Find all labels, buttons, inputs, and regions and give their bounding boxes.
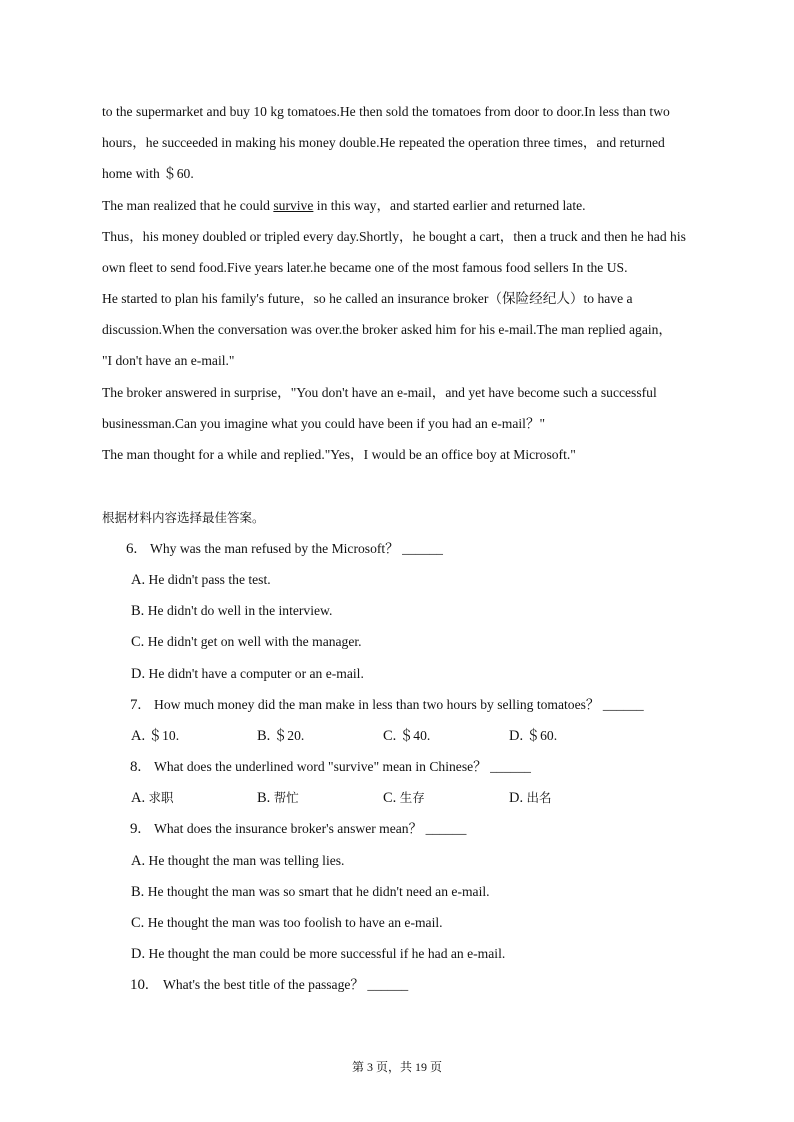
option-text: 生存 [399, 790, 425, 805]
question-number: 7. [130, 697, 142, 713]
option-text: ＄20. [273, 728, 305, 743]
q6-option-d[interactable] [131, 666, 364, 682]
question-number: 9. [130, 821, 142, 837]
instruction-text: 根据材料内容选择最佳答案。 [102, 510, 265, 525]
q9-option-b[interactable] [131, 884, 490, 900]
q9-option-c[interactable] [131, 915, 443, 931]
option-letter: B. [131, 603, 145, 619]
option-letter: B. [131, 884, 145, 900]
q8-option-b[interactable] [257, 790, 299, 806]
option-text: He didn't have a computer or an e-mail. [148, 666, 364, 681]
q6-option-c[interactable] [131, 634, 362, 650]
passage-line-7: He started to plan his family's future，so he called an insurance broker（保险经纪人）to have a [102, 291, 633, 306]
question-number: 8. [130, 759, 142, 775]
question-6 [126, 541, 443, 557]
q9-option-a[interactable] [131, 853, 344, 869]
q7-option-c[interactable] [383, 728, 430, 744]
option-letter: A. [131, 572, 146, 588]
option-letter: C. [383, 728, 397, 744]
q7-option-d[interactable] [509, 728, 557, 744]
option-letter: A. [131, 728, 146, 744]
option-text: 出名 [526, 790, 552, 805]
q7-option-a[interactable] [131, 728, 179, 744]
question-number: 10. [130, 977, 149, 993]
question-number: 6. [126, 541, 138, 557]
option-text: He thought the man could be more successful if he had an e-mail. [148, 946, 506, 961]
option-letter: C. [131, 915, 145, 931]
option-letter: C. [131, 634, 145, 650]
option-text: ＄40. [399, 728, 431, 743]
option-text: He thought the man was telling lies. [148, 853, 345, 868]
page-footer: 第 3 页，共 19 页 [351, 1060, 442, 1074]
option-letter: A. [131, 853, 146, 869]
passage-line-4 [102, 198, 586, 214]
option-letter: B. [257, 728, 271, 744]
q7-option-b[interactable] [257, 728, 304, 744]
option-letter: B. [257, 790, 271, 806]
option-text: He didn't do well in the interview. [147, 603, 333, 618]
option-text: He didn't get on well with the manager. [147, 634, 362, 649]
option-text: ＄10. [148, 728, 180, 743]
option-letter: A. [131, 790, 146, 806]
q6-option-b[interactable] [131, 603, 332, 619]
passage-line-1: to the supermarket and buy 10 kg tomatoes.He then sold the tomatoes from door to door.In less than two [102, 104, 670, 119]
question-9 [130, 821, 466, 837]
passage-line-4-post: in this way，and started earlier and returned late. [313, 198, 586, 213]
question-10 [130, 977, 408, 993]
option-letter: C. [383, 790, 397, 806]
option-text: He didn't pass the test. [148, 572, 271, 587]
q8-option-a[interactable] [131, 790, 174, 806]
question-text: Why was the man refused by the Microsoft？ ______ [150, 541, 443, 556]
q9-option-d[interactable] [131, 946, 505, 962]
option-letter: D. [509, 790, 524, 806]
underlined-word-survive: survive [273, 198, 314, 213]
option-text: 求职 [148, 790, 174, 805]
option-text: He thought the man was so smart that he didn't need an e-mail. [147, 884, 490, 899]
passage-line-8: discussion.When the conversation was over.the broker asked him for his e-mail.The man replied again， [102, 322, 673, 337]
passage-line-2: hours，he succeeded in making his money double.He repeated the operation three times，and returned [102, 135, 665, 150]
passage-line-9: "I don't have an e-mail." [102, 353, 235, 368]
question-7 [130, 697, 644, 713]
passage-line-4-pre: The man realized that he could [102, 198, 274, 213]
option-text: He thought the man was too foolish to have an e-mail. [147, 915, 443, 930]
option-letter: D. [509, 728, 524, 744]
question-text: What's the best title of the passage？ ______ [163, 977, 409, 992]
question-text: How much money did the man make in less than two hours by selling tomatoes？ ______ [154, 697, 644, 712]
q6-option-a[interactable] [131, 572, 271, 588]
passage-line-5: Thus，his money doubled or tripled every day.Shortly，he bought a cart，then a truck and then he had his [102, 229, 686, 244]
passage-line-12: The man thought for a while and replied."Yes，I would be an office boy at Microsoft." [102, 447, 576, 462]
option-text: ＄60. [526, 728, 558, 743]
passage-line-3: home with ＄60. [102, 166, 194, 181]
passage-line-10: The broker answered in surprise，"You don't have an e-mail，and yet have become such a successful [102, 385, 657, 400]
question-8 [130, 759, 531, 775]
option-letter: D. [131, 946, 146, 962]
option-letter: D. [131, 666, 146, 682]
question-text: What does the insurance broker's answer mean？ ______ [154, 821, 467, 836]
passage-line-11: businessman.Can you imagine what you could have been if you had an e-mail？" [102, 416, 546, 431]
q8-option-d[interactable] [509, 790, 552, 806]
q8-option-c[interactable] [383, 790, 425, 806]
passage-line-6: own fleet to send food.Five years later.he became one of the most famous food sellers In the US. [102, 260, 628, 275]
option-text: 帮忙 [273, 790, 299, 805]
question-text: What does the underlined word "survive" mean in Chinese？ ______ [154, 759, 531, 774]
